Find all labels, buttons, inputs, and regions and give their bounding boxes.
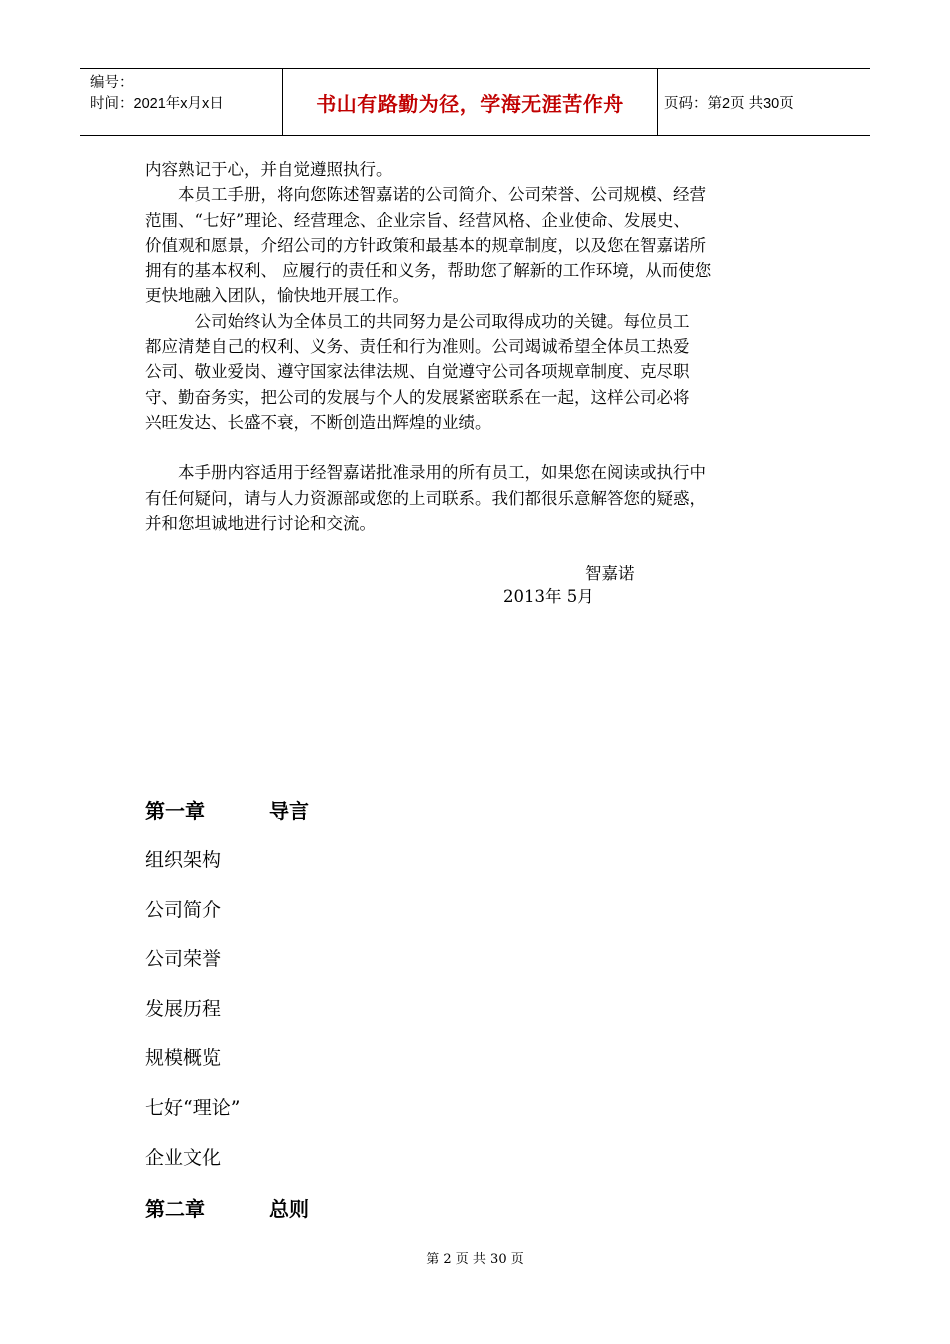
signature-date: 2013年 5月 bbox=[503, 587, 594, 606]
body-line: 都应清楚自己的权利、义务、责任和行为准则。公司竭诚希望全体员工热爱 bbox=[145, 337, 690, 357]
motto: 书山有路勤为径，学海无涯苦作舟 bbox=[316, 91, 624, 116]
chapter-number: 第一章 bbox=[145, 801, 205, 823]
toc-item: 组织架构 bbox=[145, 849, 222, 871]
toc-item: 规模概览 bbox=[145, 1047, 222, 1069]
toc-item: 公司荣誉 bbox=[145, 948, 222, 970]
body-line: 有任何疑问，请与人力资源部或您的上司联系。我们都很乐意解答您的疑惑， bbox=[145, 488, 706, 508]
toc-item: 发展历程 bbox=[145, 998, 222, 1020]
number-label: 编号： bbox=[90, 75, 134, 91]
body-line: 价值观和愿景，介绍公司的方针政策和最基本的规章制度，以及您在智嘉诺所 bbox=[145, 235, 706, 255]
body-line: 更快地融入团队，愉快地开展工作。 bbox=[145, 286, 409, 306]
body-text bbox=[145, 157, 810, 536]
chapter-title: 导言 bbox=[269, 801, 309, 823]
body-line: 公司始终认为全体员工的共同努力是公司取得成功的关键。每位员工 bbox=[145, 311, 690, 331]
chapter-number: 第二章 bbox=[145, 1199, 205, 1221]
body-line: 本手册内容适用于经智嘉诺批准录用的所有员工，如果您在阅读或执行中 bbox=[145, 463, 706, 483]
chapter-title: 总则 bbox=[269, 1199, 309, 1221]
body-line: 拥有的基本权利、 应履行的责任和义务，帮助您了解新的工作环境，从而使您 bbox=[145, 261, 712, 281]
body-line: 本员工手册，将向您陈述智嘉诺的公司简介、公司荣誉、公司规模、经营 bbox=[145, 185, 706, 205]
page-footer: 第 2 页 共 30 页 bbox=[426, 1252, 524, 1267]
body-line: 守、勤奋务实，把公司的发展与个人的发展紧密联系在一起，这样公司必将 bbox=[145, 387, 690, 407]
body-line: 公司、敬业爱岗、遵守国家法律法规、自觉遵守公司各项规章制度、克尽职 bbox=[145, 362, 690, 382]
header-page-cell bbox=[658, 69, 870, 135]
body-line: 兴旺发达、长盛不衰，不断创造出辉煌的业绩。 bbox=[145, 412, 492, 432]
time-label: 时间：2021年x月x日 bbox=[90, 96, 224, 112]
toc-chapter-1 bbox=[145, 795, 309, 824]
paragraph-gap bbox=[145, 435, 810, 460]
toc-item: 公司简介 bbox=[145, 899, 222, 921]
signature-company: 智嘉诺 bbox=[585, 564, 635, 583]
header-table bbox=[80, 68, 870, 136]
toc-item: 七好“理论” bbox=[145, 1097, 241, 1119]
page-info: 页码：第2页 共30页 bbox=[664, 95, 794, 112]
body-line: 范围、“七好”理论、经营理念、企业宗旨、经营风格、企业使命、发展史、 bbox=[145, 210, 690, 230]
toc-chapter-2 bbox=[145, 1193, 309, 1222]
header-left-cell bbox=[80, 69, 282, 135]
body-line: 内容熟记于心，并自觉遵照执行。 bbox=[145, 160, 393, 179]
header-motto-cell bbox=[282, 69, 658, 135]
toc-item: 企业文化 bbox=[145, 1147, 222, 1169]
body-line: 并和您坦诚地进行讨论和交流。 bbox=[145, 513, 376, 533]
